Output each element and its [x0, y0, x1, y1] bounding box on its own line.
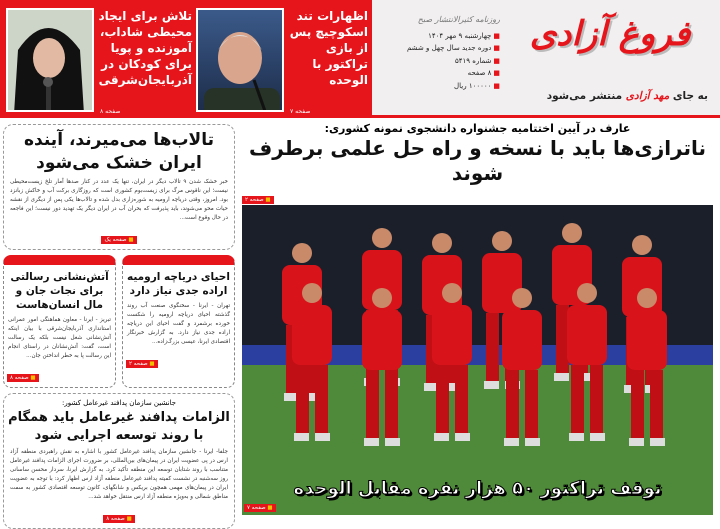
price: ■ ۱۰۰۰۰۰ ریال — [380, 80, 500, 93]
date: ■ چهارشنبه ۹ مهر ۱۴۰۴ — [380, 30, 500, 43]
newspaper-logo: فروغ آزادی — [529, 14, 691, 54]
photo-caption[interactable]: توقف تراکتور ۵۰ هزار نفره مقابل الوحده — [293, 478, 662, 499]
urmia-article — [122, 255, 235, 388]
wetlands-article — [3, 124, 235, 250]
page-ref: ■ صفحه ۲ — [242, 186, 713, 205]
page-ref: صفحه ۷ — [290, 108, 311, 115]
left-column — [3, 124, 235, 529]
article-headline[interactable]: احیای دریاچه ارومیه اراده جدی نیاز دارد — [127, 271, 230, 297]
page-ref: ■ صفحه ۸ — [4, 505, 234, 524]
subtitle: روزنامه کثیرالانتشار صبح — [417, 15, 500, 24]
article-body: جلفا- ایرنا - جانشین سازمان پدافند غیرعامل کشور با اشاره به نقش راهبردی منطقه آزاد ارس در پی عضویت ایران در پیمان‌های بین‌المللی، بر ضرورت اجرای الزامات پدافند غیرعامل متناسب با روند شتابان توسعه این منطقه تأکید کرد. به گزارش ایرنا، سردار محسن ساسانی روز سه‌شنبه در نشست کمیته پدافند غیرعامل منطقه آزاد ارس اظهار کرد: با توجه به عضویت ایران در پیمان‌های مهمی همچون بریکس و شانگهای، کانون توسعه اقتصادی کشور به سمت مناطق شمالی و به‌ویژه منطقه آزاد ارس منتقل خواهد شد... — [10, 449, 228, 500]
page-ref: ■ صفحه ۲ — [123, 350, 234, 369]
teaser-title[interactable]: تلاش برای ایجاد محیطی شاداب، آموزنده و پویا برای کودکان در آذربایجان‌شرقی — [98, 9, 192, 87]
football-team-photo — [242, 205, 713, 515]
firefighting-article — [3, 255, 116, 388]
lead-article — [242, 122, 713, 205]
lead-kicker: عارف در آیین اختتامیه جشنواره دانشجوی نمونه کشوری: — [324, 122, 631, 135]
lead-headline[interactable]: ناترازی‌ها باید با نسخه و راه حل علمی برطرف شوند — [248, 136, 707, 185]
teaser-title[interactable]: اظهارات تند اسکوچیچ پس از بازی تراکتور با الوحده — [289, 9, 368, 87]
defense-article — [3, 393, 235, 529]
page-ref: ■ صفحه یک — [4, 226, 234, 245]
masthead — [372, 0, 720, 118]
article-kicker: جانشین سازمان پدافند غیرعامل کشور: — [61, 399, 177, 407]
article-body: تبریز - ایرنا - معاون هماهنگی امور عمرانی استانداری آذربایجان‌شرقی با بیان اینکه آتش‌نشانی شغل نیست بلکه یک رسالت است، گفت: آتش‌نشانان در راستای انجام این رسالت پا به خطر انداختن جان... — [8, 317, 111, 359]
period: ■ دوره جدید سال چهل و ششم — [380, 42, 500, 55]
top-teaser-strip — [0, 0, 372, 118]
issue-info — [380, 14, 500, 92]
page-ref: ■ صفحه ۷ — [244, 494, 276, 513]
page-count: ■ ۸ صفحه — [380, 67, 500, 80]
tagline: به جای مهد آزادی منتشر می‌شود — [546, 90, 708, 102]
issue-number: ■ شماره ۵۴۱۹ — [380, 55, 500, 68]
official-photo — [6, 8, 94, 112]
article-body: تهران - ایرنا - سخنگوی صنعت آب روند گذشته احیای دریاچه ارومیه را شکست خورده برشمرد و گفت احیای این دریاچه اراده جدی نیاز دارد. به گزارش خبرنگار اقتصادی ایرنا، عیسی بزرگ‌زاده... — [127, 303, 230, 345]
article-body: خبر خشک شدن ۹ تالاب دیگر در ایران، تنها یک عدد در کنار صدها آمار تلخ زیست‌محیطی نیست؛ این ناقوس مرگ برای زیست‌بوم کشوری است که روزگاری برکت آب و خاکش زبانزد بود. امروز، وقتی دریاچه ارومیه به شوره‌زاری بدل شده و تالاب‌ها یکی پس از دیگری از نقشه حیات محو می‌شوند، باید پذیرفت که بحران آب در ایران دیگر یک تهدید دور نیست؛ این فاجعه در حال وقوع است... — [10, 179, 228, 221]
mini-articles-row — [3, 255, 235, 388]
article-headline[interactable]: الزامات پدافند غیرعامل باید همگام با روند توسعه اجرایی شود — [8, 410, 230, 443]
page-ref: صفحه ۸ — [100, 108, 121, 115]
page-ref: ■ صفحه ۸ — [4, 364, 115, 383]
article-headline[interactable]: تالاب‌ها می‌میرند، آینده ایران خشک می‌شود — [24, 130, 214, 173]
article-headline[interactable]: آتش‌نشانی رسالتی برای نجات جان و مال انسان‌هاست — [10, 271, 109, 311]
coach-photo — [196, 8, 284, 112]
